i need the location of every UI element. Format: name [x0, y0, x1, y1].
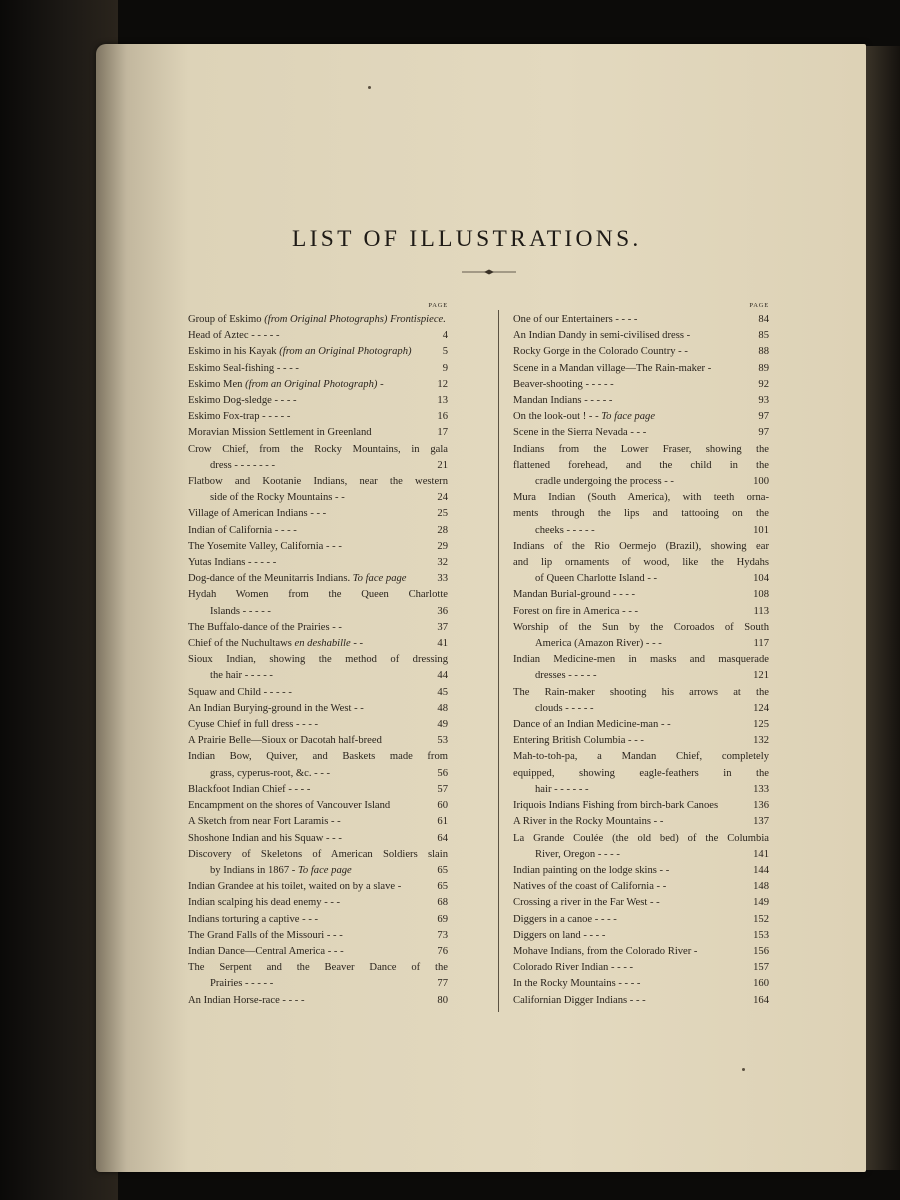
entry-italic-note: (from Original Photographs) Frontispiece. [264, 314, 446, 325]
entry-page-number: 152 [753, 913, 769, 925]
illustration-entry [513, 377, 769, 393]
illustration-entry [188, 328, 448, 344]
page-heading-left: PAGE [428, 302, 448, 309]
entry-title: Indian Grandee at his toilet, waited on by a slave - [188, 881, 402, 893]
entry-page-number: 149 [753, 897, 769, 909]
illustration-entry [513, 685, 769, 717]
entry-page-number: 157 [753, 962, 769, 974]
entry-title: Scene in a Mandan village—The Rain-maker - [513, 362, 712, 374]
illustration-entry [188, 393, 448, 409]
entry-title: Indian Dance—Central America - - - [188, 945, 344, 957]
entry-page-number: 100 [753, 476, 769, 488]
entry-title-line: Indians of the Rio Oermejo (Brazil), showing ear [513, 540, 769, 552]
entry-title: An Indian Dandy in semi-civilised dress - [513, 330, 691, 342]
illustration-entry [513, 361, 769, 377]
entry-title: Mandan Burial-ground - - - - [513, 589, 636, 601]
entry-title-line: the hair - - - - - [210, 670, 273, 682]
entry-title-line: dress - - - - - - - [210, 459, 276, 471]
entry-page-number: 61 [437, 816, 448, 828]
entry-title-line: cheeks - - - - - [535, 524, 595, 536]
illustration-entry [188, 879, 448, 895]
illustrations-column-left [188, 300, 448, 1009]
illustration-entry [513, 409, 769, 425]
entry-title-line: flattened forehead, and the child in the [513, 459, 769, 471]
illustrations-column-right [513, 300, 769, 1009]
entry-title-line: Indian Medicine-men in masks and masquerade [513, 654, 769, 666]
entry-page-number: 89 [758, 362, 769, 374]
entry-page-number: 156 [753, 945, 769, 957]
illustration-entry [513, 831, 769, 863]
illustration-entry [188, 539, 448, 555]
illustration-entry [188, 474, 448, 506]
illustration-entry [188, 620, 448, 636]
entry-page-number: 68 [437, 897, 448, 909]
entry-page-number: 124 [753, 702, 769, 714]
entry-title: A Sketch from near Fort Laramis - - [188, 816, 341, 828]
illustration-entry [188, 377, 448, 393]
illustration-entry [188, 523, 448, 539]
entry-page-number: 104 [753, 573, 769, 585]
entry-page-number: 28 [437, 524, 448, 536]
entry-title: Diggers in a canoe - - - - [513, 913, 617, 925]
illustration-entry [188, 717, 448, 733]
entry-title: Moravian Mission Settlement in Greenland [188, 427, 372, 439]
entry-page-number: 164 [753, 994, 769, 1006]
entry-page-number: 44 [437, 670, 448, 682]
illustration-entry [188, 912, 448, 928]
illustration-entry [513, 652, 769, 684]
entry-page-number: 97 [758, 411, 769, 423]
entry-title: Beaver-shooting - - - - - [513, 378, 614, 390]
entry-title: Scene in the Sierra Nevada - - - [513, 427, 647, 439]
entry-page-number: 92 [758, 378, 769, 390]
entry-title-line: ments through the lips and tattooing on the [513, 508, 769, 520]
illustration-entry [188, 344, 448, 360]
illustration-entry [513, 733, 769, 749]
entry-page-number: 141 [753, 848, 769, 860]
entry-title-line: dresses - - - - - [535, 670, 597, 682]
illustration-entry [513, 587, 769, 603]
entry-title-line: Discovery of Skeletons of American Soldiers slain [188, 848, 448, 860]
entry-title: Californian Digger Indians - - - [513, 994, 646, 1006]
entry-page-number: 73 [437, 929, 448, 941]
entry-title: Rocky Gorge in the Colorado Country - - [513, 346, 688, 358]
entry-title: Indian scalping his dead enemy - - - [188, 897, 341, 909]
entry-title: Blackfoot Indian Chief - - - - [188, 783, 311, 795]
entry-page-number: 48 [437, 702, 448, 714]
entry-italic-note: To face page [601, 411, 656, 423]
entry-page-number: 5 [442, 346, 448, 358]
illustration-entry [188, 701, 448, 717]
entry-page-number: 153 [753, 929, 769, 941]
entry-page-number: 108 [753, 589, 769, 601]
entry-title-line: Sioux Indian, showing the method of dressing [188, 654, 448, 666]
entry-title: Forest on fire in America - - - [513, 605, 639, 617]
illustration-entry [188, 555, 448, 571]
illustration-entry [188, 782, 448, 798]
entry-title: Shoshone Indian and his Squaw - - - [188, 832, 342, 844]
entry-title: Group of Eskimo [188, 314, 265, 325]
entry-page-number: 16 [437, 411, 448, 423]
title-ornament-icon [462, 268, 516, 276]
paper-speck [742, 1068, 745, 1071]
illustration-entry [513, 490, 769, 539]
entry-title-line: hair - - - - - - [535, 783, 589, 795]
entry-page-number: 144 [753, 864, 769, 876]
entry-title: Head of Aztec - - - - - [188, 330, 280, 342]
entry-page-number: 25 [437, 508, 448, 520]
entry-page-number: 9 [442, 362, 448, 374]
illustration-entry [188, 425, 448, 441]
illustration-entry [188, 361, 448, 377]
entry-title-line: cradle undergoing the process - - [535, 476, 674, 488]
entry-title: Mandan Indians - - - - - [513, 395, 613, 407]
entry-title: A Prairie Belle—Sioux or Dacotah half-breed [188, 735, 382, 747]
entry-page-number: 65 [437, 864, 448, 876]
entry-title: The Buffalo-dance of the Prairies - - [188, 621, 342, 633]
entry-title-line: Indians from the Lower Fraser, showing the [513, 443, 769, 455]
illustration-entry [188, 895, 448, 911]
illustration-entry [513, 442, 769, 491]
entry-page-number: 137 [753, 816, 769, 828]
illustration-entry [513, 814, 769, 830]
page-edge-shadow [866, 46, 900, 1170]
illustration-entry [513, 976, 769, 992]
entry-title: The Grand Falls of the Missouri - - - [188, 929, 343, 941]
entry-title-line: equipped, showing eagle-feathers in the [513, 767, 769, 779]
illustration-entry [513, 749, 769, 798]
entry-title: Dance of an Indian Medicine-man - - [513, 719, 671, 731]
entry-page-number: 117 [753, 638, 769, 650]
illustration-entry [188, 652, 448, 684]
entry-page-number: 33 [437, 573, 448, 585]
entry-title: Colorado River Indian - - - - [513, 962, 634, 974]
entry-italic-note: (from an Original Photograph) [279, 346, 412, 358]
entry-title: Cyuse Chief in full dress - - - - [188, 719, 319, 731]
illustration-entry [513, 425, 769, 441]
entry-page-number: 125 [753, 719, 769, 731]
entry-title: Iriquois Indians Fishing from birch-bark Canoes [513, 800, 719, 812]
entry-title: Village of American Indians - - - [188, 508, 327, 520]
entry-title-line: Indian Bow, Quiver, and Baskets made from [188, 751, 448, 763]
entry-title-line: La Grande Coulée (the old bed) of the Columbia [513, 832, 769, 844]
entry-italic-note: To face page [352, 573, 407, 585]
entry-page-number: 101 [753, 524, 769, 536]
illustration-entry [513, 312, 769, 328]
illustration-entry [188, 993, 448, 1009]
illustration-entry [188, 685, 448, 701]
entry-title: Natives of the coast of California - - [513, 881, 667, 893]
entry-page-number: 4 [442, 330, 448, 342]
illustration-entry [188, 831, 448, 847]
entry-page-number: 85 [758, 330, 769, 342]
illustration-entry [188, 847, 448, 879]
entry-page-number: 32 [437, 557, 448, 569]
illustration-entry [188, 587, 448, 619]
entry-title: Crossing a river in the Far West - - [513, 897, 660, 909]
entry-title: An Indian Horse-race - - - - [188, 994, 305, 1006]
entry-title-line: The Rain-maker shooting his arrows at the [513, 686, 769, 698]
illustration-entry [188, 960, 448, 992]
column-divider [498, 310, 499, 1012]
illustration-entry [188, 749, 448, 781]
entry-title: Eskimo in his Kayak [188, 346, 280, 358]
entry-title-line: Prairies - - - - - [210, 978, 274, 990]
entry-title: Eskimo Dog-sledge - - - - [188, 395, 297, 407]
illustration-entry [513, 620, 769, 652]
entry-page-number: 29 [437, 540, 448, 552]
entry-page-number: 65 [437, 881, 448, 893]
entry-page-number: 24 [437, 492, 448, 504]
illustration-entry [188, 312, 448, 328]
entry-title-line: Mura Indian (South America), with teeth orna- [513, 492, 769, 504]
entry-page-number: 60 [437, 800, 448, 812]
entry-title: Diggers on land - - - - [513, 929, 606, 941]
illustration-entry [513, 393, 769, 409]
entry-page-number: 64 [437, 832, 448, 844]
entry-title-line: Flatbow and Kootanie Indians, near the western [188, 476, 448, 488]
entry-italic-note: To face page [297, 864, 352, 876]
illustration-entry [188, 506, 448, 522]
entry-title: Indians torturing a captive - - - [188, 913, 319, 925]
illustration-entry [513, 798, 769, 814]
entry-title: A River in the Rocky Mountains - - [513, 816, 664, 828]
entry-page-number: 21 [437, 459, 448, 471]
entry-title-line: America (Amazon River) - - - [535, 638, 662, 650]
entry-title: An Indian Burying-ground in the West - - [188, 702, 364, 714]
entry-page-number: 113 [753, 605, 769, 617]
entry-title-line: of Queen Charlotte Island - - [535, 573, 658, 585]
entry-title-line: Islands - - - - - [210, 605, 271, 617]
entry-leader: - [377, 378, 384, 390]
entry-title-line: side of the Rocky Mountains - - [210, 492, 345, 504]
entry-title: Mohave Indians, from the Colorado River - [513, 945, 698, 957]
entry-page-number: 76 [437, 945, 448, 957]
illustration-entry [188, 636, 448, 652]
illustration-entry [188, 733, 448, 749]
entry-page-number: 132 [753, 735, 769, 747]
entry-title-line: clouds - - - - - [535, 702, 594, 714]
entry-page-number: 41 [437, 638, 448, 650]
entry-title: One of our Entertainers - - - - [513, 314, 638, 325]
illustration-entry [513, 328, 769, 344]
entry-page-number: 36 [437, 605, 448, 617]
illustration-entry [513, 539, 769, 588]
entry-page-number: 57 [437, 783, 448, 795]
entry-page-number: 160 [753, 978, 769, 990]
entry-title: Indian painting on the lodge skins - - [513, 864, 670, 876]
entry-title-line: River, Oregon - - - - [535, 848, 620, 860]
illustration-entry [513, 895, 769, 911]
entry-page-number: 37 [437, 621, 448, 633]
entry-italic-note: (from an Original Photograph) [245, 378, 378, 390]
page-heading-right: PAGE [749, 302, 769, 309]
entry-page-number: 45 [437, 686, 448, 698]
entry-title: Eskimo Men [188, 378, 246, 390]
entry-page-number: 77 [437, 978, 448, 990]
entry-page-number: 88 [758, 346, 769, 358]
illustration-entry [188, 944, 448, 960]
entry-title: Entering British Columbia - - - [513, 735, 644, 747]
illustration-entry [513, 604, 769, 620]
entry-title-line: Mah-to-toh-pa, a Mandan Chief, completely [513, 751, 769, 763]
entry-title: On the look-out ! - - [513, 411, 602, 423]
entry-title: Yutas Indians - - - - - [188, 557, 277, 569]
entry-page-number: 121 [753, 670, 769, 682]
entry-page-number: 97 [758, 427, 769, 439]
entry-title: Eskimo Seal-fishing - - - - [188, 362, 299, 374]
illustration-entry [513, 928, 769, 944]
entry-italic-note: en deshabille [294, 638, 351, 650]
entry-title: Indian of California - - - - [188, 524, 297, 536]
entry-title-line: grass, cyperus-root, &c. - - - [210, 767, 331, 779]
entry-title: Eskimo Fox-trap - - - - - [188, 411, 291, 423]
entry-title-line: Hydah Women from the Queen Charlotte [188, 589, 448, 601]
entry-title: In the Rocky Mountains - - - - [513, 978, 641, 990]
entry-title-line: by Indians in 1867 - [210, 864, 298, 876]
entry-title: Chief of the Nuchultaws [188, 638, 295, 650]
entry-page-number: 80 [437, 994, 448, 1006]
paper-speck [368, 86, 371, 89]
illustration-entry [513, 960, 769, 976]
entry-title: Dog-dance of the Meunitarris Indians. [188, 573, 353, 585]
entry-page-number: 12 [437, 378, 448, 390]
entry-page-number: 133 [753, 783, 769, 795]
illustration-entry [513, 717, 769, 733]
entry-page-number: 136 [753, 800, 769, 812]
entry-title: The Yosemite Valley, California - - - [188, 540, 342, 552]
illustration-entry [513, 944, 769, 960]
illustration-entry [188, 814, 448, 830]
entry-title: Squaw and Child - - - - - [188, 686, 292, 698]
entry-page-number: 148 [753, 881, 769, 893]
illustration-entry [188, 571, 448, 587]
entry-title-line: Crow Chief, from the Rocky Mountains, in gala [188, 443, 448, 455]
illustration-entry [513, 879, 769, 895]
illustration-entry [188, 442, 448, 474]
entry-title-line: Worship of the Sun by the Coroados of South [513, 621, 769, 633]
entry-page-number: 56 [437, 767, 448, 779]
illustration-entry [513, 863, 769, 879]
entry-title-line: The Serpent and the Beaver Dance of the [188, 962, 448, 974]
entry-page-number: 17 [437, 427, 448, 439]
illustration-entry [188, 798, 448, 814]
entry-page-number: 53 [437, 735, 448, 747]
illustration-entry [188, 928, 448, 944]
illustration-entry [513, 912, 769, 928]
entry-page-number: 84 [758, 314, 769, 325]
illustration-entry [513, 344, 769, 360]
illustration-entry [513, 993, 769, 1009]
entry-page-number: 13 [437, 395, 448, 407]
entry-title: Encampment on the shores of Vancouver Island [188, 800, 391, 812]
entry-leader: - - [350, 638, 364, 650]
entry-page-number: 49 [437, 719, 448, 731]
entry-page-number: 93 [758, 395, 769, 407]
entry-title-line: and lip ornaments of wood, like the Hydahs [513, 557, 769, 569]
page-title: LIST OF ILLUSTRATIONS. [292, 226, 642, 252]
entry-page-number: 69 [437, 913, 448, 925]
illustration-entry [188, 409, 448, 425]
